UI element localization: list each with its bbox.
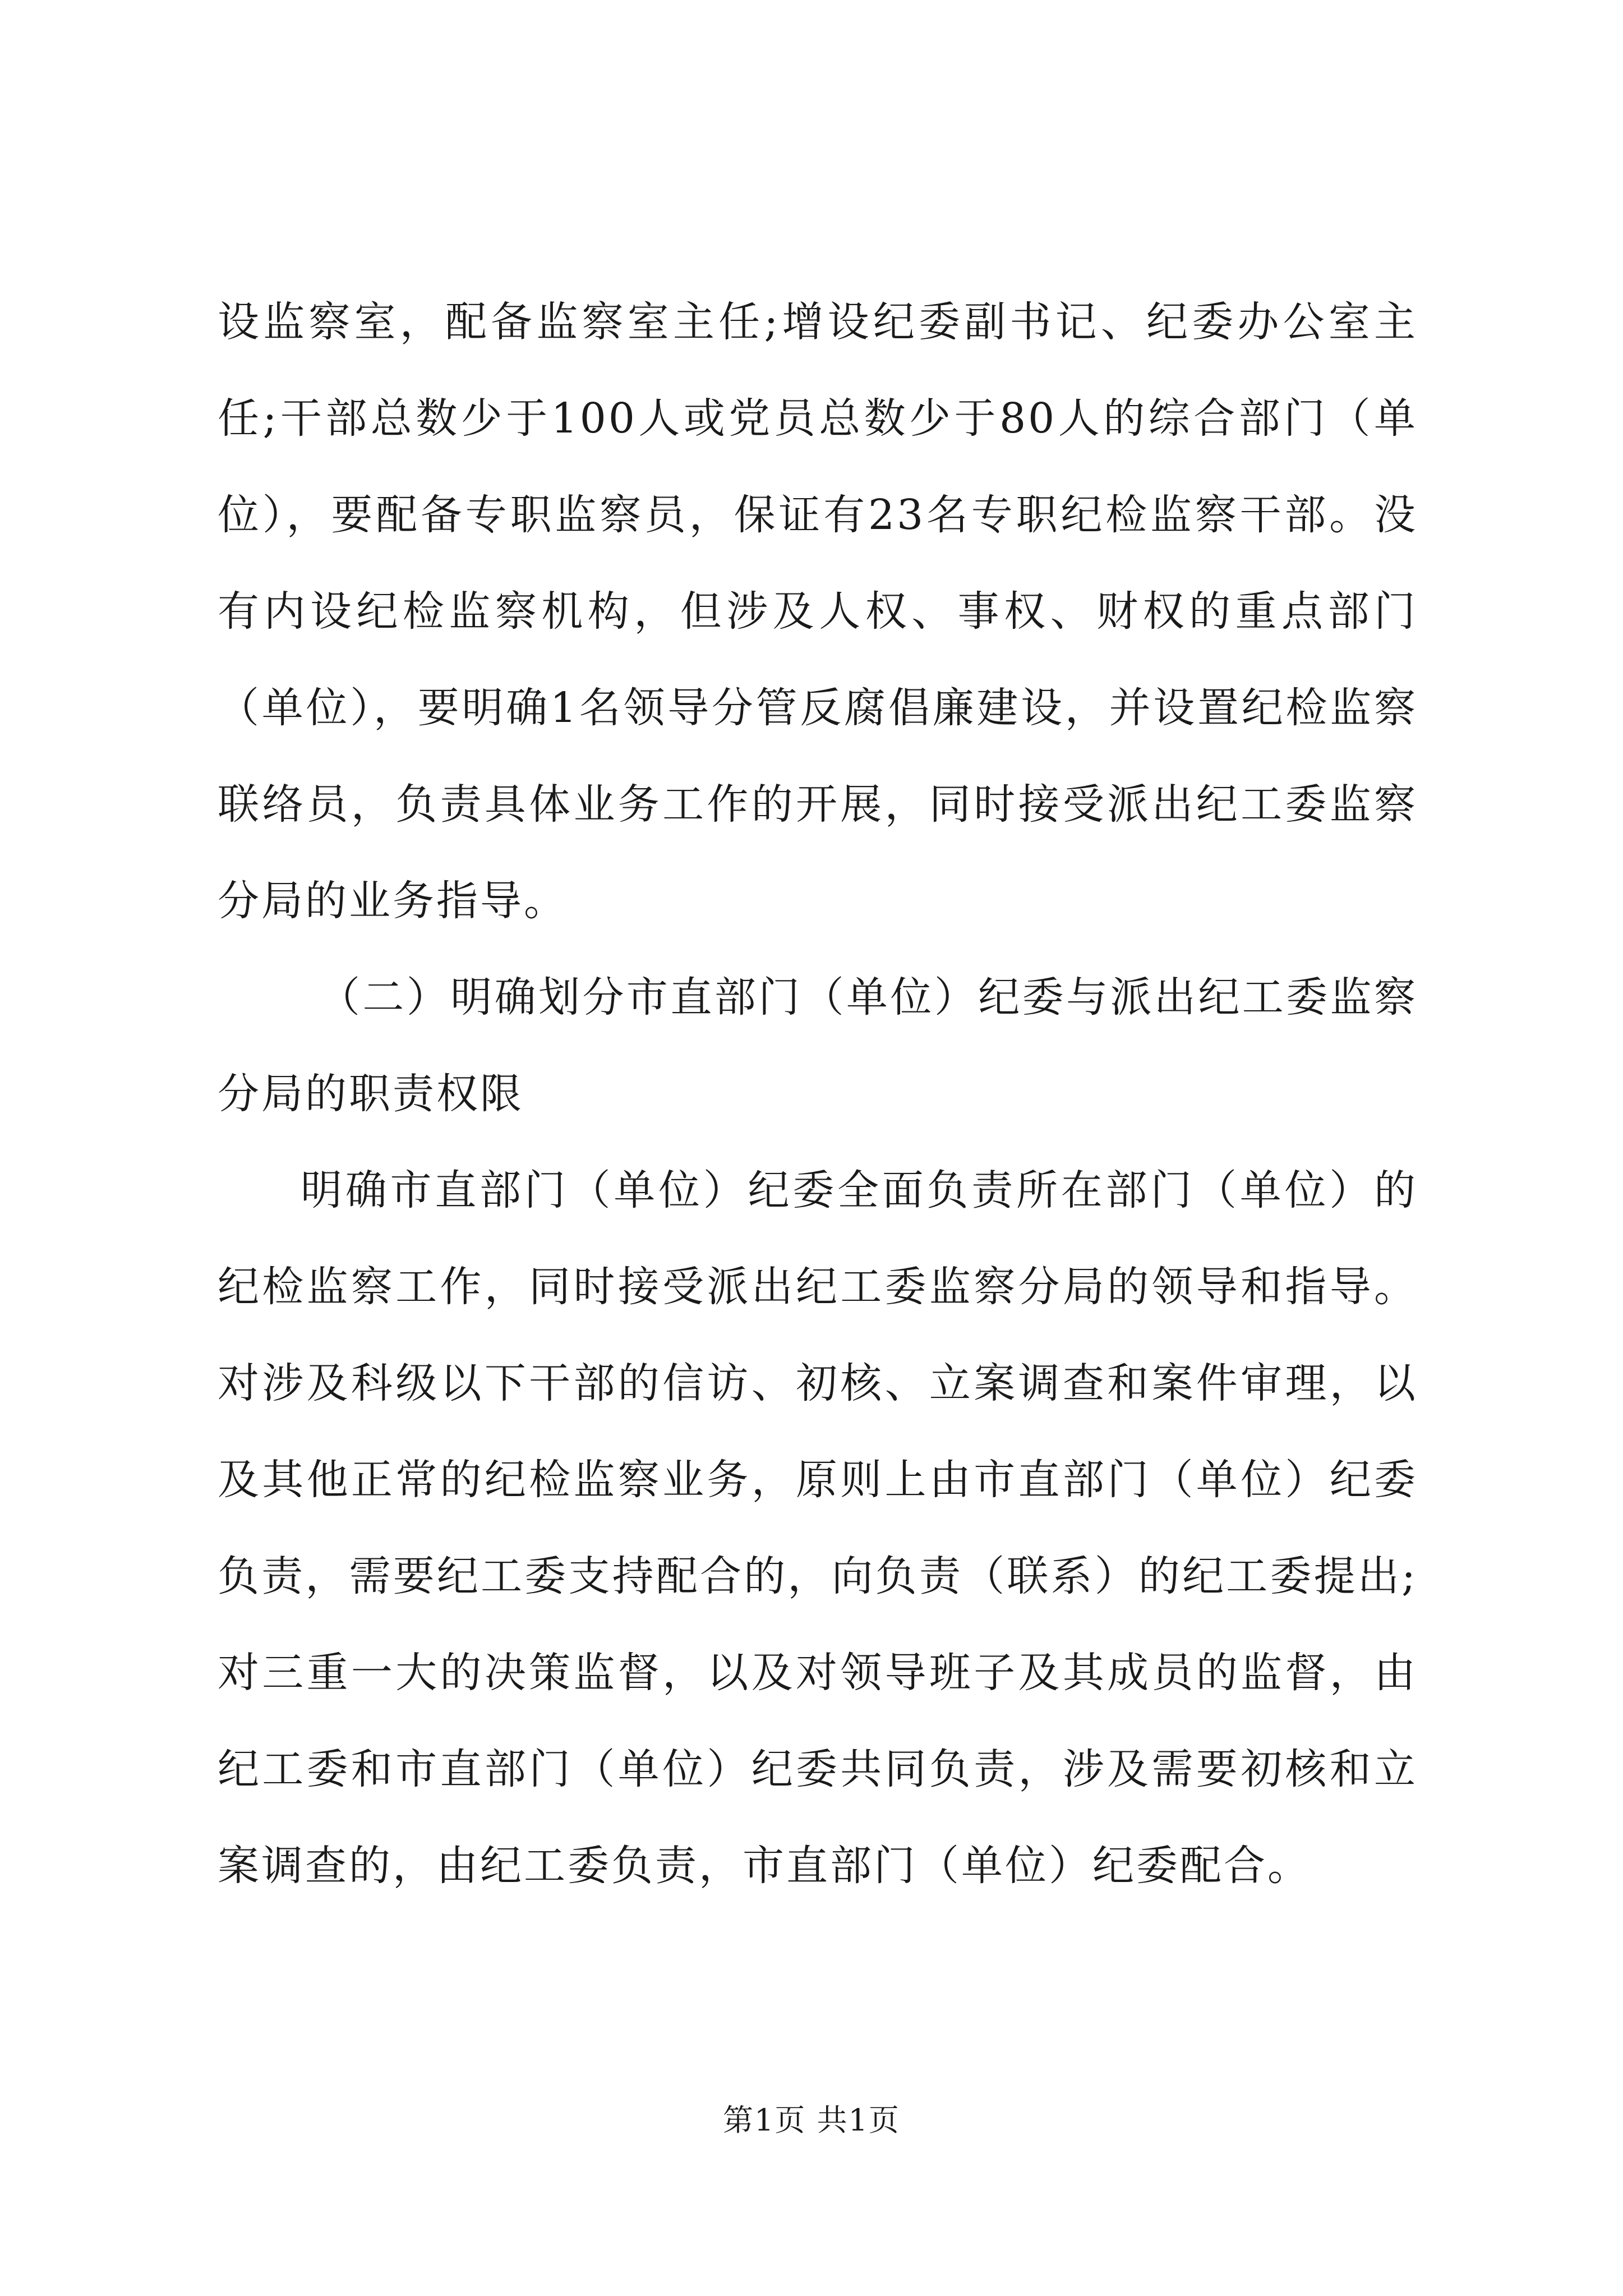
document-body — [218, 274, 1418, 1914]
paragraph-continuation: 设监察室，配备监察室主任;增设纪委副书记、纪委办公室主任;干部总数少于100人或党员总数少于80人的综合部门（单位），要配备专职监察员，保证有23名专职纪检监察干部。没有内设纪检监察机构，但涉及人权、事权、财权的重点部门（单位），要明确1名领导分管反腐倡廉建设，并设置纪检监察联络员，负责具体业务工作的开展，同时接受派出纪工委监察分局的业务指导。 — [218, 298, 1418, 925]
paragraph-body: 明确市直部门（单位）纪委全面负责所在部门（单位）的纪检监察工作，同时接受派出纪工委监察分局的领导和指导。对涉及科级以下干部的信访、初核、立案调查和案件审理，以及其他正常的纪检监察业务，原则上由市直部门（单位）纪委负责，需要纪工委支持配合的，向负责（联系）的纪工委提出;对三重一大的决策监督，以及对领导班子及其成员的监督，由纪工委和市直部门（单位）纪委共同负责，涉及需要初核和立案调查的，由纪工委负责，市直部门（单位）纪委配合。 — [218, 1166, 1418, 1890]
section-heading: （二）明确划分市直部门（单位）纪委与派出纪工委监察分局的职责权限 — [218, 973, 1418, 1118]
page-number-footer: 第1页 共1页 — [723, 2102, 900, 2138]
